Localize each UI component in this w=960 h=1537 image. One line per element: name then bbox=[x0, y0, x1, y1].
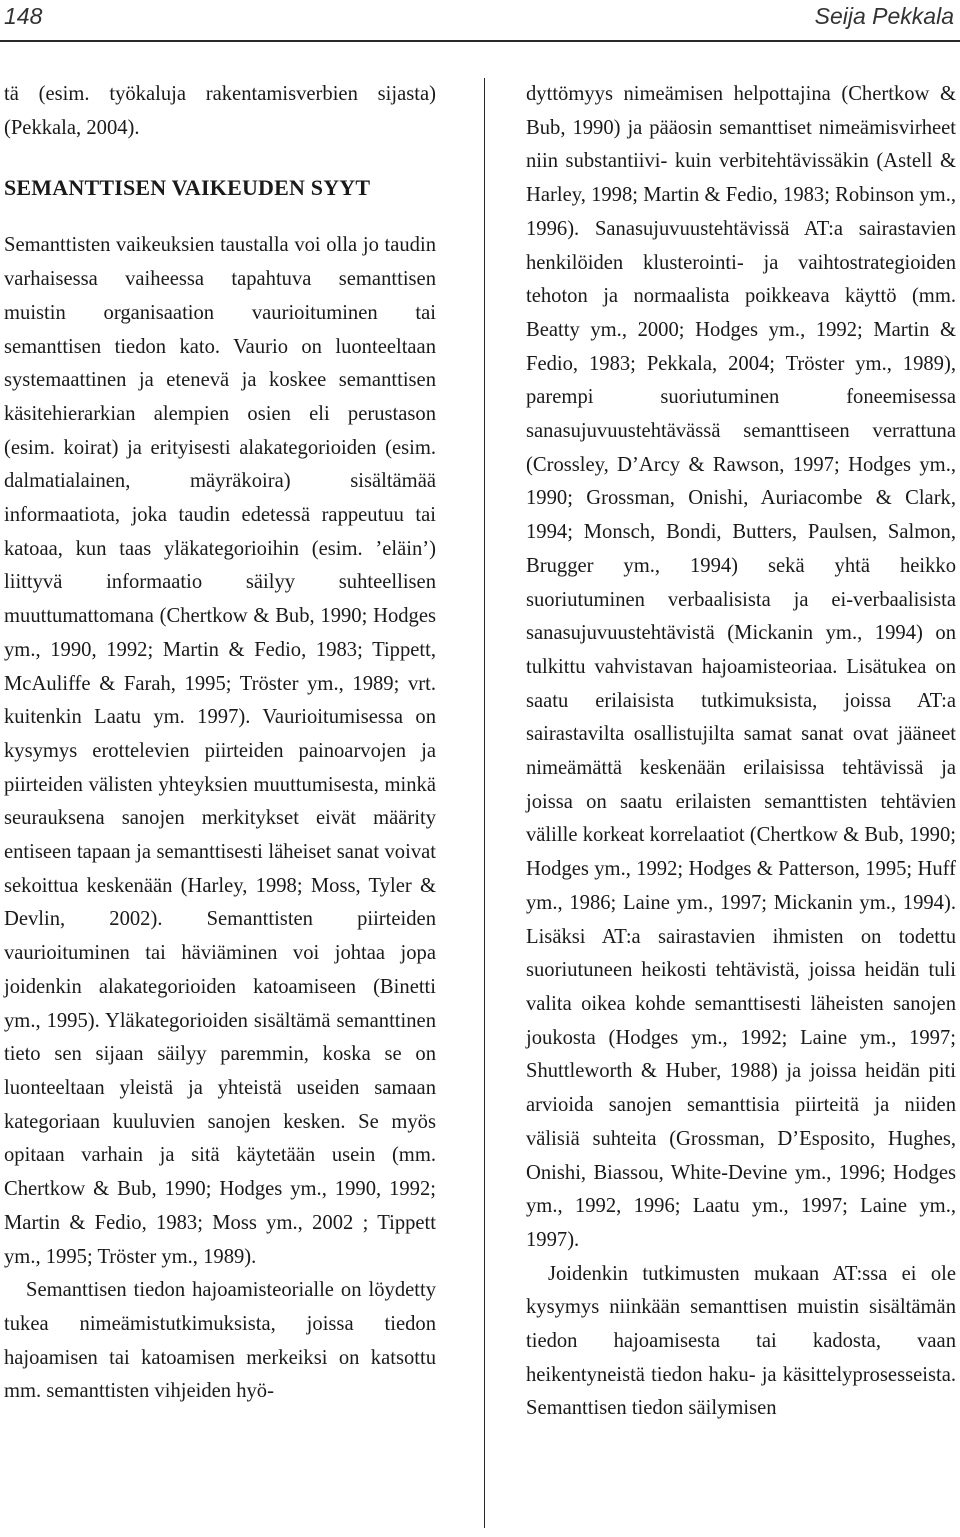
column-divider bbox=[484, 78, 485, 1528]
intro-text: tä (esim. työkaluja rakentamisverbien sijasta) (Pekkala, 2004). bbox=[4, 83, 436, 139]
author-name: Seija Pekkala bbox=[814, 3, 954, 29]
left-column bbox=[4, 78, 436, 1409]
running-header bbox=[0, 0, 960, 42]
right-column bbox=[526, 78, 956, 1426]
page-number: 148 bbox=[4, 3, 43, 29]
body-paragraph: Joidenkin tutkimusten mukaan AT:ssa ei ole kysymys niinkään semanttisen muistin sisältämän tiedon hajoamisesta tai kadosta, vaan heikentyneistä tiedon haku- ja käsittelyprosesseista. Semanttisen tiedon säilymisen bbox=[526, 1262, 956, 1420]
body-paragraph: Semanttisen tiedon hajoamisteorialle on löydetty tukea nimeämistutkimuksista, joissa tiedon hajoamisen tai katoamisen merkeiksi on katsottu mm. semanttisten vihjeiden hyö- bbox=[4, 1279, 436, 1403]
body-paragraph: Semanttisten vaikeuksien taustalla voi olla jo taudin varhaisessa vaiheessa tapahtuva semanttisen muistin organisaation vaurioituminen tai semanttisen tiedon kato. Vaurio on luonteeltaan systemaattinen ja etenevä ja koskee semanttisen käsitehierarkian alempien osien eli perustason (esim. koirat) ja erityisesti alakategorioiden (esim. dalmatialainen, mäyräkoira) sisältämää informaatiota, joka taudin edetessä rappeutuu tai katoaa, kun taas yläkategorioihin (esim. ’eläin’) liittyvä informaatio säilyy suhteellisen muuttumattomana (Chertkow & Bub, 1990; Hodges ym., 1990, 1992; Martin & Fedio, 1983; Tippett, McAuliffe & Farah, 1995; Tröster ym., 1989; vrt. kuitenkin Laatu ym. 1997). Vaurioitumisessa on kysymys erottelevien piirteiden painoarvojen ja piirteiden välisten yhteyksien muuttumisesta, minkä seurauksena sanojen merkitykset eivät määrity entiseen tapaan ja semanttisesti läheiset sanat voivat sekoittua keskenään (Harley, 1998; Moss, Tyler & Devlin, 2002). Semanttisten piirteiden vaurioituminen tai häviäminen voi johtaa jopa joidenkin alakategorioiden katoamiseen (Binetti ym., 1995). Yläkategorioiden sisältämä semanttinen tieto sen sijaan säilyy paremmin, koska se on luonteeltaan yleistä ja yhteistä useiden samaan kategoriaan kuuluvien sanojen kesken. Se myös opitaan varhain ja sitä käytetään usein (mm. Chertkow & Bub, 1990; Hodges ym., 1990, 1992; Martin & Fedio, 1983; Moss ym., 2002 ; Tippett ym., 1995; Tröster ym., 1989). bbox=[4, 234, 436, 1268]
body-paragraph: dyttömyys nimeämisen helpottajina (Chertkow & Bub, 1990) ja pääosin semanttiset nimeämisvirheet niin substantiivi- kuin verbitehtävissäkin (Astell & Harley, 1998; Martin & Fedio, 1983; Robinson ym., 1996). Sanasujuvuustehtävissä AT:a sairastavien henkilöiden klusterointi- ja vaihtostrategioiden tehoton ja normaalista poikkeava käyttö (mm. Beatty ym., 2000; Hodges ym., 1992; Martin & Fedio, 1983; Pekkala, 2004; Tröster ym., 1989), parempi suoriutuminen foneemisessa sanasujuvuustehtävässä semanttiseen verrattuna (Crossley, D’Arcy & Rawson, 1997; Hodges ym., 1990; Grossman, Onishi, Auriacombe & Clark, 1994; Monsch, Bondi, Butters, Paulsen, Salmon, Brugger ym., 1994) sekä yhtä heikko suoriutuminen verbaalisista ja ei-verbaalisista sanasujuvuustehtävistä (Mickanin ym., 1994) on tulkittu vahvistavan hajoamisteoriaa. Lisätukea on saatu erilaisista tutkimuksista, joissa AT:a sairastavilta osallistujilta samat sanat ovat jääneet nimeämättä keskenään erilaisissa tehtävissä ja joissa on saatu erilaisten semanttisten tehtävien välille korkeat korrelaatiot (Chertkow & Bub, 1990; Hodges ym., 1992; Hodges & Patterson, 1995; Huff ym., 1986; Laine ym., 1997; Mickanin ym., 1994). Lisäksi AT:a sairastavien ihmisten on todettu suoriutuneen heikosti tehtävistä, joissa heidän tuli valita oikea kohde semanttisesti läheisten sanojen joukosta (Hodges ym., 1992; Laine ym., 1997; Shuttleworth & Huber, 1988) ja joissa heidän piti arvioida sanojen semanttisia piirteitä ja niiden välisiä suhteita (Grossman, D’Esposito, Hughes, Onishi, Biassou, White-Devine ym., 1996; Hodges ym., 1992, 1996; Laatu ym., 1997; Laine ym., 1997). bbox=[526, 83, 956, 1251]
section-heading: SEMANTTISEN VAIKEUDEN SYYT bbox=[4, 175, 371, 201]
